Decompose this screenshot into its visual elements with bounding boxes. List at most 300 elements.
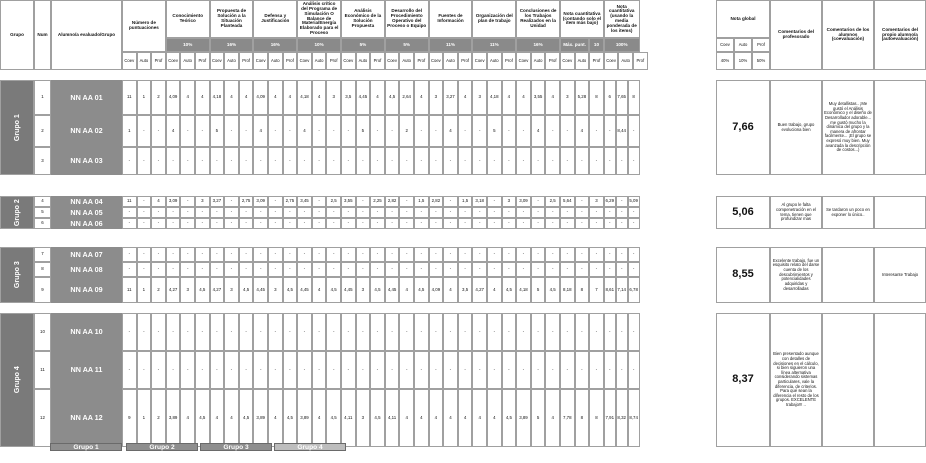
score-cell[interactable]: - [458,313,473,351]
score-cell[interactable]: 5 [531,389,546,447]
score-cell[interactable]: - [195,247,210,262]
score-cell[interactable]: - [516,147,531,175]
score-cell[interactable]: - [589,207,604,218]
score-cell[interactable]: - [385,147,400,175]
score-cell[interactable]: - [253,147,268,175]
score-cell[interactable]: - [151,247,166,262]
score-cell[interactable]: 9 [122,389,137,447]
score-cell[interactable]: - [253,351,268,389]
score-cell[interactable]: - [180,115,195,147]
score-cell[interactable]: - [516,218,531,229]
score-cell[interactable]: 1 [122,115,137,147]
score-cell[interactable]: - [575,207,590,218]
score-cell[interactable]: 4 [224,389,239,447]
score-cell[interactable]: 8,74 [628,389,640,447]
score-cell[interactable]: - [137,247,152,262]
score-cell[interactable]: 4,45 [341,277,356,303]
score-cell[interactable]: 3,89 [297,389,312,447]
score-cell[interactable]: - [589,351,604,389]
score-cell[interactable]: - [399,247,414,262]
score-cell[interactable]: - [502,313,517,351]
score-cell[interactable]: 4,09 [429,277,444,303]
score-cell[interactable]: - [283,115,298,147]
score-cell[interactable]: - [589,262,604,277]
score-cell[interactable]: 3 [195,196,210,207]
score-cell[interactable]: - [341,115,356,147]
score-cell[interactable]: 5 [487,115,502,147]
score-cell[interactable]: 5,28 [575,80,590,115]
score-cell[interactable]: - [414,262,429,277]
score-cell[interactable]: 4,18 [297,80,312,115]
score-cell[interactable]: 2 [151,80,166,115]
score-cell[interactable]: 4,45 [297,277,312,303]
score-cell[interactable]: - [180,218,195,229]
sheet-tab[interactable]: Grupo 4 [274,443,346,451]
score-cell[interactable]: 3,89 [166,389,181,447]
score-cell[interactable]: 4 [414,389,429,447]
score-cell[interactable]: 1 [137,277,152,303]
score-cell[interactable]: - [443,351,458,389]
score-cell[interactable]: - [166,262,181,277]
score-cell[interactable]: - [297,147,312,175]
score-cell[interactable]: - [370,147,385,175]
score-cell[interactable]: - [628,313,640,351]
score-cell[interactable]: 4 [253,115,268,147]
score-cell[interactable]: 4,45 [253,277,268,303]
score-cell[interactable]: - [239,313,254,351]
score-cell[interactable]: - [253,207,268,218]
score-cell[interactable]: - [604,313,616,351]
score-cell[interactable]: 3 [429,80,444,115]
score-cell[interactable]: 2,25 [370,196,385,207]
score-cell[interactable]: - [589,218,604,229]
score-cell[interactable]: - [137,196,152,207]
score-cell[interactable]: - [531,351,546,389]
score-cell[interactable]: 5 [356,115,371,147]
score-cell[interactable]: - [341,247,356,262]
score-cell[interactable]: 3 [472,80,487,115]
score-cell[interactable]: 5,09 [628,196,640,207]
score-cell[interactable]: - [560,147,575,175]
score-cell[interactable]: - [472,262,487,277]
score-cell[interactable]: - [429,262,444,277]
score-cell[interactable]: - [297,247,312,262]
score-cell[interactable]: - [443,262,458,277]
score-cell[interactable]: - [151,262,166,277]
score-cell[interactable]: 3 [502,196,517,207]
score-cell[interactable]: - [545,247,560,262]
score-cell[interactable]: - [239,247,254,262]
score-cell[interactable]: - [502,218,517,229]
score-cell[interactable]: - [628,218,640,229]
score-cell[interactable]: 8,32 [616,389,628,447]
score-cell[interactable]: 4,5 [326,389,341,447]
student-name[interactable]: NN AA 06 [51,218,122,229]
score-cell[interactable]: 1 [137,389,152,447]
score-cell[interactable]: - [370,207,385,218]
score-cell[interactable]: 11 [122,80,137,115]
score-cell[interactable]: - [268,147,283,175]
score-cell[interactable]: - [297,218,312,229]
score-cell[interactable]: - [429,115,444,147]
score-cell[interactable]: - [487,262,502,277]
score-cell[interactable]: - [604,351,616,389]
student-name[interactable]: NN AA 05 [51,207,122,218]
score-cell[interactable]: - [545,313,560,351]
score-cell[interactable]: - [341,218,356,229]
score-cell[interactable]: - [370,115,385,147]
comment-alumnos[interactable] [822,313,874,447]
score-cell[interactable]: - [502,147,517,175]
score-cell[interactable]: - [268,313,283,351]
score-cell[interactable]: 4 [166,115,181,147]
score-cell[interactable]: 4,5 [370,277,385,303]
student-name[interactable]: NN AA 04 [51,196,122,207]
score-cell[interactable]: - [224,313,239,351]
score-cell[interactable]: - [429,351,444,389]
score-cell[interactable]: - [356,262,371,277]
score-cell[interactable]: - [385,247,400,262]
score-cell[interactable]: - [224,147,239,175]
score-cell[interactable]: - [604,207,616,218]
score-cell[interactable]: - [531,262,546,277]
score-cell[interactable]: 8 [575,277,590,303]
score-cell[interactable]: - [443,313,458,351]
score-cell[interactable]: - [297,262,312,277]
score-cell[interactable]: - [312,207,327,218]
score-cell[interactable]: - [616,313,628,351]
score-cell[interactable]: - [399,147,414,175]
score-cell[interactable]: 4,18 [210,80,225,115]
score-cell[interactable]: - [385,115,400,147]
score-cell[interactable]: - [137,218,152,229]
score-cell[interactable]: - [502,207,517,218]
score-cell[interactable]: - [370,247,385,262]
score-cell[interactable]: - [180,147,195,175]
score-cell[interactable]: - [312,115,327,147]
score-cell[interactable]: 11 [122,196,137,207]
score-cell[interactable]: - [253,247,268,262]
score-cell[interactable]: 4,5 [283,389,298,447]
score-cell[interactable]: 6 [604,80,616,115]
score-cell[interactable]: - [560,351,575,389]
score-cell[interactable]: 3,27 [210,196,225,207]
student-name[interactable]: NN AA 03 [51,147,122,175]
score-cell[interactable]: - [604,115,616,147]
score-cell[interactable]: 4 [502,80,517,115]
score-cell[interactable]: 4 [180,389,195,447]
score-cell[interactable]: - [210,313,225,351]
score-cell[interactable]: - [326,247,341,262]
score-cell[interactable]: 4 [180,80,195,115]
score-cell[interactable]: 2 [151,389,166,447]
score-cell[interactable]: - [429,247,444,262]
score-cell[interactable]: - [122,147,137,175]
score-cell[interactable]: 4,5 [326,277,341,303]
score-cell[interactable]: 4 [312,277,327,303]
score-cell[interactable]: 4,5 [414,277,429,303]
score-cell[interactable]: - [239,115,254,147]
score-cell[interactable]: - [166,247,181,262]
score-cell[interactable]: - [268,247,283,262]
score-cell[interactable]: - [399,218,414,229]
score-cell[interactable]: - [604,218,616,229]
score-cell[interactable]: - [268,262,283,277]
score-cell[interactable]: - [180,351,195,389]
score-cell[interactable]: 4,18 [487,80,502,115]
score-cell[interactable]: - [472,247,487,262]
score-cell[interactable]: - [516,247,531,262]
score-cell[interactable]: - [210,351,225,389]
score-cell[interactable]: 2 [399,115,414,147]
score-cell[interactable]: - [628,115,640,147]
comment-alumnos[interactable]: Muy detallistas.. ¡Me gustó el Análisis Económico y el diseño de Desarrollador adorable... me gustó mucho la dinámica del grupo y la manera de afrontar facilmente... ¡El grupo se expresó muy bien. Muy avanzada la descripción de costos...) [822,80,874,175]
score-cell[interactable]: - [443,218,458,229]
score-cell[interactable]: 3 [356,389,371,447]
comment-autoevaluacion[interactable] [874,313,926,447]
score-cell[interactable]: 5,64 [560,196,575,207]
score-cell[interactable]: - [239,262,254,277]
score-cell[interactable]: - [312,262,327,277]
score-cell[interactable]: - [487,218,502,229]
score-cell[interactable]: - [268,218,283,229]
comment-profesorado[interactable]: Excelente trabajo, fue un esquisito relato del darse cuenta de los descubrimientos y potencialidades adquiridas y desarrolladas [770,247,822,303]
score-cell[interactable]: 1 [137,80,152,115]
score-cell[interactable]: - [575,262,590,277]
score-cell[interactable]: - [458,207,473,218]
score-cell[interactable]: - [326,115,341,147]
score-cell[interactable]: - [253,313,268,351]
score-cell[interactable]: 4,45 [356,80,371,115]
score-cell[interactable]: 2,82 [429,196,444,207]
score-cell[interactable]: - [487,196,502,207]
score-cell[interactable]: - [560,218,575,229]
score-cell[interactable]: - [137,115,152,147]
score-cell[interactable]: 4,5 [239,277,254,303]
score-cell[interactable]: - [195,351,210,389]
score-cell[interactable]: - [224,351,239,389]
score-cell[interactable]: - [616,196,628,207]
score-cell[interactable]: 8 [575,389,590,447]
score-cell[interactable]: - [487,147,502,175]
score-cell[interactable]: - [604,247,616,262]
score-cell[interactable]: - [341,147,356,175]
score-cell[interactable]: - [356,218,371,229]
score-cell[interactable]: - [472,207,487,218]
score-cell[interactable]: - [545,351,560,389]
comment-alumnos[interactable] [822,247,874,303]
score-cell[interactable]: 4 [458,389,473,447]
score-cell[interactable]: - [283,351,298,389]
score-cell[interactable]: - [616,218,628,229]
score-cell[interactable]: - [487,247,502,262]
score-cell[interactable]: - [151,147,166,175]
score-cell[interactable]: 4 [487,389,502,447]
score-cell[interactable]: - [560,207,575,218]
score-cell[interactable]: 8,61 [604,277,616,303]
score-cell[interactable]: - [628,247,640,262]
score-cell[interactable]: 4 [443,389,458,447]
score-cell[interactable]: - [137,262,152,277]
score-cell[interactable]: - [195,115,210,147]
score-cell[interactable]: - [180,247,195,262]
score-cell[interactable]: 3 [326,80,341,115]
score-cell[interactable]: - [385,313,400,351]
score-cell[interactable]: 4,5 [239,389,254,447]
score-cell[interactable]: 4,5 [370,389,385,447]
score-cell[interactable]: - [166,218,181,229]
score-cell[interactable]: - [341,207,356,218]
score-cell[interactable]: 4 [210,389,225,447]
score-cell[interactable]: 2 [151,277,166,303]
student-name[interactable]: NN AA 12 [51,389,122,447]
score-cell[interactable]: 6,29 [604,196,616,207]
score-cell[interactable]: - [341,313,356,351]
comment-autoevaluacion[interactable]: Interesante Trabajo [874,247,926,303]
score-cell[interactable]: - [531,313,546,351]
score-cell[interactable]: - [253,218,268,229]
score-cell[interactable]: - [370,218,385,229]
score-cell[interactable]: - [195,313,210,351]
score-cell[interactable]: - [385,351,400,389]
score-cell[interactable]: - [122,207,137,218]
score-cell[interactable]: - [151,313,166,351]
score-cell[interactable]: - [575,196,590,207]
score-cell[interactable]: 4,5 [545,277,560,303]
score-cell[interactable]: - [385,207,400,218]
score-cell[interactable]: - [531,207,546,218]
score-cell[interactable]: - [326,351,341,389]
score-cell[interactable]: - [297,351,312,389]
score-cell[interactable]: - [443,207,458,218]
score-cell[interactable]: 8,44 [616,115,628,147]
score-cell[interactable]: 4,5 [195,277,210,303]
score-cell[interactable]: - [589,115,604,147]
score-cell[interactable]: - [239,351,254,389]
score-cell[interactable]: - [429,207,444,218]
score-cell[interactable]: - [210,207,225,218]
score-cell[interactable]: - [268,115,283,147]
score-cell[interactable]: - [356,147,371,175]
score-cell[interactable]: - [210,247,225,262]
score-cell[interactable]: - [516,115,531,147]
score-cell[interactable]: 5 [531,277,546,303]
score-cell[interactable]: 4 [151,196,166,207]
score-cell[interactable]: - [166,313,181,351]
score-cell[interactable]: - [628,262,640,277]
score-cell[interactable]: 4 [224,80,239,115]
score-cell[interactable]: - [589,147,604,175]
score-cell[interactable]: - [283,247,298,262]
score-cell[interactable]: - [151,207,166,218]
score-cell[interactable]: - [137,147,152,175]
score-cell[interactable]: - [458,351,473,389]
score-cell[interactable]: - [487,351,502,389]
sheet-tab[interactable]: Grupo 3 [200,443,272,451]
score-cell[interactable]: 3 [589,196,604,207]
score-cell[interactable]: 2,75 [283,196,298,207]
score-cell[interactable]: 4,18 [516,277,531,303]
comment-autoevaluacion[interactable] [874,80,926,175]
score-cell[interactable]: - [326,218,341,229]
score-cell[interactable]: - [370,351,385,389]
score-cell[interactable]: - [443,147,458,175]
score-cell[interactable]: 3,09 [516,196,531,207]
comment-alumnos[interactable]: Se tardaron un poco en exponer lo único.. [822,196,874,229]
score-cell[interactable]: - [560,313,575,351]
score-cell[interactable]: - [472,115,487,147]
score-cell[interactable]: - [429,147,444,175]
score-cell[interactable]: 6,78 [628,277,640,303]
score-cell[interactable]: 3,5 [458,277,473,303]
score-cell[interactable]: 3,89 [253,389,268,447]
score-cell[interactable]: - [589,247,604,262]
score-cell[interactable]: - [616,351,628,389]
score-cell[interactable]: - [326,147,341,175]
score-cell[interactable]: - [268,351,283,389]
student-name[interactable]: NN AA 09 [51,277,122,303]
score-cell[interactable]: - [458,115,473,147]
score-cell[interactable]: 3,27 [443,80,458,115]
score-cell[interactable]: - [516,313,531,351]
score-cell[interactable]: - [604,262,616,277]
score-cell[interactable]: - [356,196,371,207]
score-cell[interactable]: - [210,262,225,277]
score-cell[interactable]: - [283,147,298,175]
score-cell[interactable]: - [224,218,239,229]
score-cell[interactable]: - [399,207,414,218]
score-cell[interactable]: 5 [210,115,225,147]
score-cell[interactable]: 4 [283,80,298,115]
score-cell[interactable]: - [414,351,429,389]
score-cell[interactable]: - [616,262,628,277]
score-cell[interactable]: - [458,247,473,262]
student-name[interactable]: NN AA 08 [51,262,122,277]
score-cell[interactable]: 4 [297,115,312,147]
sheet-tab[interactable]: Grupo 1 [50,443,122,451]
score-cell[interactable]: 4,09 [253,80,268,115]
score-cell[interactable]: - [560,247,575,262]
score-cell[interactable]: - [502,351,517,389]
score-cell[interactable]: 7,65 [616,80,628,115]
score-cell[interactable]: - [502,247,517,262]
score-cell[interactable]: - [560,115,575,147]
score-cell[interactable]: - [166,147,181,175]
score-cell[interactable]: - [297,207,312,218]
student-name[interactable]: NN AA 02 [51,115,122,147]
score-cell[interactable]: - [195,218,210,229]
score-cell[interactable]: - [283,262,298,277]
score-cell[interactable]: - [443,196,458,207]
score-cell[interactable]: - [414,313,429,351]
score-cell[interactable]: - [283,313,298,351]
score-cell[interactable]: - [180,196,195,207]
comment-autoevaluacion[interactable] [874,196,926,229]
score-cell[interactable]: - [628,147,640,175]
score-cell[interactable]: 7 [589,277,604,303]
score-cell[interactable]: - [195,147,210,175]
score-cell[interactable]: - [356,351,371,389]
score-cell[interactable]: - [341,351,356,389]
score-cell[interactable]: - [224,115,239,147]
score-cell[interactable]: - [268,207,283,218]
score-cell[interactable]: - [399,351,414,389]
score-cell[interactable]: - [122,218,137,229]
score-cell[interactable]: - [122,262,137,277]
score-cell[interactable]: 4 [239,80,254,115]
score-cell[interactable]: 2,64 [399,80,414,115]
score-cell[interactable]: - [472,147,487,175]
